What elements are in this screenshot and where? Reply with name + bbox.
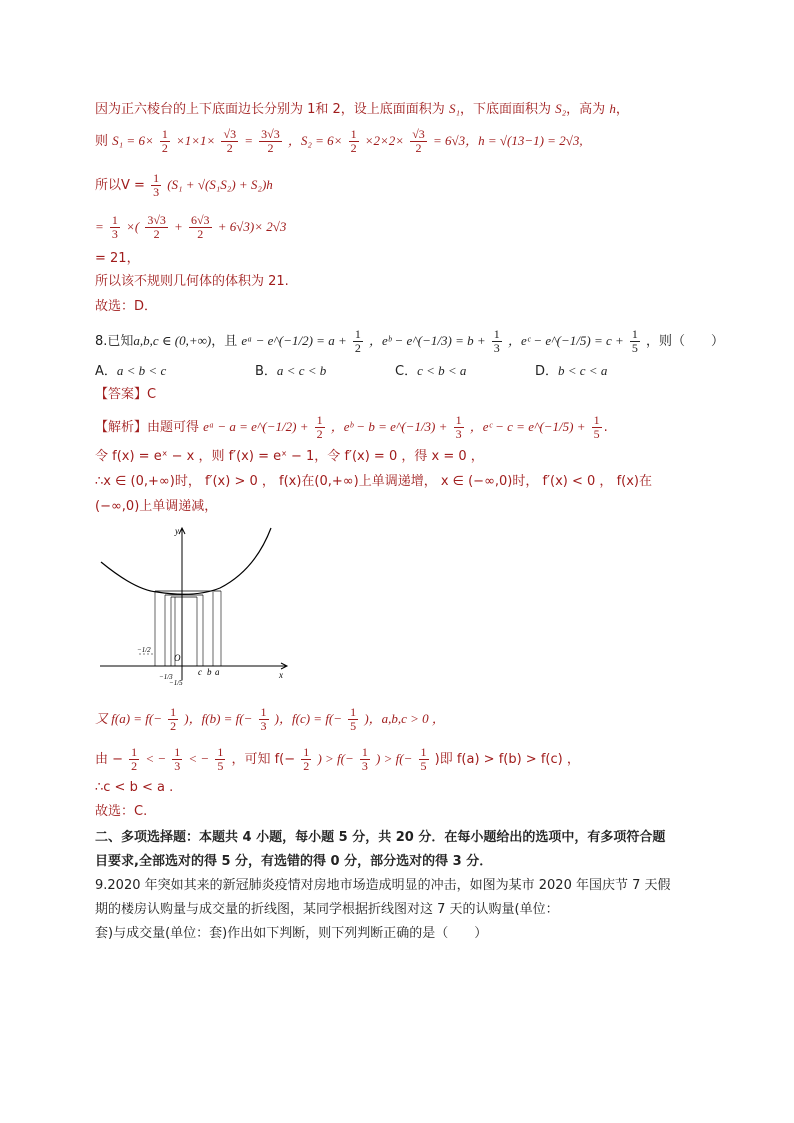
question9-line2: 期的楼房认购量与成交量的折线图，某同学根据折线图对这 7 天的认购量(单位： [95,902,559,917]
math: = 6√3，h = √(13−1) = 2√3, [432,133,583,148]
fraction: $\frac{3√3}{2}$ [147,213,166,241]
analysis-line6 [95,746,580,773]
math: ×2×2× [364,133,405,148]
question9-line1: 9.2020 年突如其来的新冠肺炎疫情对房地市场造成明显的冲击，如图为某市 2020 年国庆节 7 天假 [95,878,671,893]
math: = [95,219,104,234]
math-s2: S₂ [555,101,567,116]
fraction: $\frac{1}{2}$ [316,413,323,441]
text: ，下底面面积为 [459,102,551,117]
option-a[interactable]: A．a < b < c [95,363,167,379]
math: ，eᶜ − c = e^(−1/5) + [469,419,586,434]
math: ，S₂ = 6× [287,133,343,148]
solution7-conclusion: 所以该不规则几何体的体积为 21. [95,274,289,289]
fraction: $\frac{1}{2}$ [354,327,361,355]
math: S₁ = 6× [112,133,154,148]
fraction: $\frac{1}{5}$ [420,745,427,773]
text: 所以V = [95,178,145,193]
math: eᵃ − a = e^(−1/2) + [203,419,309,434]
solution7-line2 [95,128,583,155]
math: 由 − [95,752,124,767]
fraction: $\frac{1}{3}$ [174,745,181,773]
fraction: $\frac{√3}{2}$ [223,127,237,155]
option-b[interactable]: B．a < c < b [255,363,327,379]
math: ，eᶜ − e^(−1/5) = c + [507,333,624,348]
math: + [174,219,183,234]
fraction: $\frac{√3}{2}$ [412,127,425,155]
section2-heading-line1: 二、多项选择题：本题共 4 小题，每小题 5 分，共 20 分．在每小题给出的选项中，有多项符合题 [95,830,666,845]
fraction: $\frac{1}{3}$ [455,413,462,441]
solution7-line3 [95,172,273,199]
fraction: $\frac{1}{3}$ [361,745,368,773]
option-d[interactable]: D．b < c < a [535,363,608,379]
analysis-tag: 【解析】 [95,420,148,435]
math: )，f(b) = f(− [184,711,253,726]
math: < − [145,751,167,766]
analysis-line2: 令 f(x) = eˣ − x ，则 f′(x) = eˣ − 1，令 f′(x) = 0 ，得 x = 0 ， [95,449,484,464]
fraction: $\frac{1}{3}$ [260,705,267,733]
text: ，则（ ） [646,334,725,349]
math: ，eᵇ − e^(−1/3) = b + [369,333,486,348]
math: ×( [126,219,140,234]
fraction: $\frac{1}{3}$ [153,171,160,199]
fraction: $\frac{6√3}{2}$ [190,213,210,241]
analysis-line5 [95,706,445,733]
solution7-line1 [95,100,629,119]
analysis-line7: ∴c < b < a . [95,780,174,795]
text: ， [615,102,629,117]
x-axis-label: x [279,670,283,680]
label-c: c [198,667,202,677]
question8-answer [95,386,156,404]
math: ，可知 f(− [231,752,296,767]
text: 8.已知 [95,334,134,349]
fraction: $\frac{1}{5}$ [593,413,600,441]
fraction: $\frac{1}{5}$ [217,745,224,773]
label-neg-third: −1/3 [159,673,173,681]
text: 由题可得 [147,420,200,435]
math: ) > f(− [376,751,413,766]
function-graph [95,520,295,685]
analysis-choice: 故选：C. [95,804,148,819]
solution7-choice: 故选：D． [95,299,158,314]
fraction: $\frac{1}{3}$ [111,213,118,241]
option-c[interactable]: C．c < b < a [395,363,467,379]
origin-label: O [174,653,181,663]
math-s1: S₁ [448,101,460,116]
math: eᵃ − e^(−1/2) = a + [241,333,347,348]
math: (S₁ + √(S₁S₂) + S₂)h [167,177,273,192]
text: ，且 [211,334,238,349]
analysis-line4: (−∞,0)上单调递减， [95,499,218,514]
fraction: $\frac{1}{2}$ [303,745,310,773]
label-neg-half: −1/2 [137,646,151,654]
text: 则 [95,134,109,149]
math: 又 f(a) = f(− [95,711,163,726]
fraction: $\frac{1}{2}$ [131,745,138,773]
label-neg-fifth: −1/5 [169,679,183,685]
math: + 6√3)× 2√3 [217,219,287,234]
math: ，eᵇ − b = e^(−1/3) + [330,419,448,434]
text: ，高为 [566,102,606,117]
y-axis-label: y [175,526,179,536]
question8-options [95,362,635,381]
math: = [244,133,253,148]
analysis-line1: 【解析】由题可得 eᵃ − a = e^(−1/2) + $\frac{1}{2}$ ，eᵇ − b = e^(−1/3) + $\frac{1}{3}$ ，eᶜ − c = e^(−1/5) + $\frac{1}{5}$ . [95,413,608,441]
label-a: a [215,667,220,677]
fraction: $\frac{3√3}{2}$ [261,127,280,155]
math: ×1×1× [176,133,216,148]
fraction: $\frac{1}{2}$ [170,705,177,733]
curve-f [101,528,271,594]
math: ) > f(− [317,751,354,766]
label-b: b [207,667,212,677]
math: a,b,c ∈ (0,+∞) [133,333,212,348]
fraction: $\frac{1}{5}$ [631,327,638,355]
fraction: $\frac{1}{5}$ [350,705,357,733]
question8-stem [95,328,724,355]
solution7-line4 [95,214,286,241]
section2-heading-line2: 目要求,全部选对的得 5 分，有选错的得 0 分，部分选对的得 3 分． [95,854,493,869]
answer-tag: 【答案】 [95,387,148,402]
fraction: $\frac{1}{2}$ [161,127,168,155]
answer-value: C [147,387,157,402]
math-h: h [609,101,616,116]
fraction: $\frac{1}{3}$ [493,327,500,355]
analysis-line3: ∴x ∈ (0,+∞)时， f′(x) > 0 ， f(x)在(0,+∞)上单调递增， x ∈ (−∞,0)时， f′(x) < 0 ， f(x)在 [95,474,652,489]
text: 因为正六棱台的上下底面边长分别为 1和 2，设上底面面积为 [95,102,445,117]
question9-line3: 套)与成交量(单位：套)作出如下判断，则下列判断正确的是（ ） [95,926,488,941]
solution7-line5: = 21， [95,251,140,266]
math: )即 f(a) > f(b) > f(c) ， [434,752,580,767]
fraction: $\frac{1}{2}$ [350,127,357,155]
math: )，a,b,c > 0 ， [364,711,445,726]
math: )，f(c) = f(− [274,711,343,726]
math: < − [188,751,210,766]
